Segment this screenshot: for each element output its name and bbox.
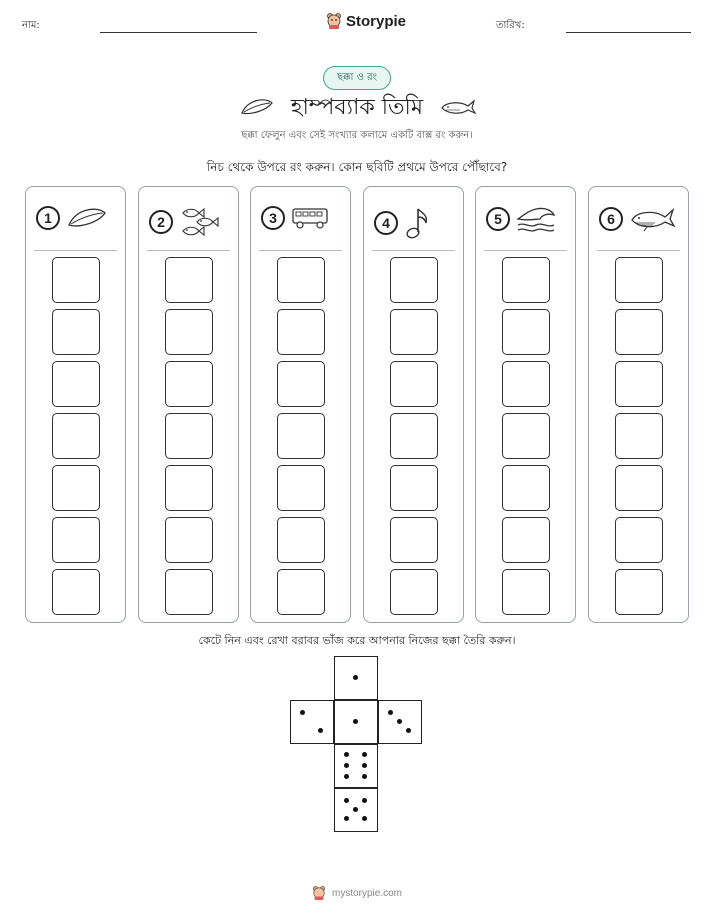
color-box[interactable] xyxy=(165,257,213,303)
column-4 xyxy=(363,186,464,623)
color-box[interactable] xyxy=(277,309,325,355)
fish-school-icon xyxy=(179,205,221,239)
color-box[interactable] xyxy=(52,465,100,511)
leaf-icon xyxy=(66,205,108,231)
color-box[interactable] xyxy=(52,309,100,355)
bear-icon xyxy=(312,885,326,901)
color-box[interactable] xyxy=(615,257,663,303)
color-box[interactable] xyxy=(390,569,438,615)
column-1 xyxy=(25,186,126,623)
color-box[interactable] xyxy=(277,517,325,563)
column-number: 1 xyxy=(36,206,60,230)
color-box[interactable] xyxy=(502,569,550,615)
dice-face xyxy=(290,700,334,744)
dice-face xyxy=(334,700,378,744)
column-divider xyxy=(597,250,680,251)
column-divider xyxy=(259,250,342,251)
bus-icon xyxy=(291,205,331,231)
color-box[interactable] xyxy=(52,517,100,563)
subtitle: ছক্কা ফেলুন এবং সেই সংখ্যার কলামে একটি বাক্স রং করুন। xyxy=(241,130,473,141)
dice-pip xyxy=(362,816,367,821)
color-box[interactable] xyxy=(277,413,325,459)
column-5 xyxy=(475,186,576,623)
color-box[interactable] xyxy=(277,361,325,407)
column-2 xyxy=(138,186,239,623)
dice-pip xyxy=(353,719,358,724)
column-number: 2 xyxy=(149,210,173,234)
music-note-icon xyxy=(404,205,434,241)
color-box[interactable] xyxy=(615,413,663,459)
bear-icon xyxy=(326,12,342,30)
color-box[interactable] xyxy=(52,569,100,615)
dice-pip xyxy=(344,774,349,779)
dice-pip xyxy=(344,816,349,821)
dice-pip xyxy=(388,710,393,715)
color-box[interactable] xyxy=(165,309,213,355)
color-box[interactable] xyxy=(52,257,100,303)
page-title: হাম্পব্যাক তিমি xyxy=(290,95,424,120)
color-box[interactable] xyxy=(615,569,663,615)
dice-pip xyxy=(344,763,349,768)
dice-face xyxy=(334,656,378,700)
color-box[interactable] xyxy=(390,413,438,459)
color-box[interactable] xyxy=(615,517,663,563)
dice-pip xyxy=(353,807,358,812)
color-box[interactable] xyxy=(277,257,325,303)
wave-icon xyxy=(516,205,556,233)
storypie-logo xyxy=(326,12,406,30)
color-box[interactable] xyxy=(165,361,213,407)
footer-url: mystorypie.com xyxy=(331,887,402,899)
color-box[interactable] xyxy=(390,517,438,563)
dice-pip xyxy=(344,752,349,757)
dice-pip xyxy=(362,774,367,779)
dice-pip xyxy=(300,710,305,715)
dice-pip xyxy=(362,752,367,757)
column-divider xyxy=(484,250,567,251)
column-number: 4 xyxy=(374,211,398,235)
color-box[interactable] xyxy=(390,465,438,511)
dice-face xyxy=(334,744,378,788)
dice-face xyxy=(334,788,378,832)
dice-pip xyxy=(362,763,367,768)
color-box[interactable] xyxy=(165,465,213,511)
color-box[interactable] xyxy=(502,517,550,563)
dice-face xyxy=(378,700,422,744)
dice-pip xyxy=(344,798,349,803)
color-box[interactable] xyxy=(390,309,438,355)
color-box[interactable] xyxy=(502,361,550,407)
color-box[interactable] xyxy=(277,569,325,615)
whale-icon xyxy=(440,96,476,118)
activity-badge: ছক্কা ও রং xyxy=(323,66,391,90)
column-number: 3 xyxy=(261,206,285,230)
color-box[interactable] xyxy=(502,257,550,303)
date-line[interactable] xyxy=(566,32,691,33)
column-6 xyxy=(588,186,689,623)
cutout-instruction: কেটে নিন এবং রেখা বরাবর ভাঁজ করে আপনার নিজের ছক্কা তৈরি করুন। xyxy=(198,634,516,647)
date-label: তারিখ: xyxy=(496,20,525,31)
color-box[interactable] xyxy=(165,569,213,615)
color-box[interactable] xyxy=(615,309,663,355)
column-number: 6 xyxy=(599,207,623,231)
name-label: নাম: xyxy=(22,20,40,31)
color-box[interactable] xyxy=(615,361,663,407)
dice-pip xyxy=(406,728,411,733)
color-box[interactable] xyxy=(390,257,438,303)
instruction: নিচ থেকে উপরে রং করুন। কোন ছবিটি প্রথমে উপরে পৌঁছাবে? xyxy=(206,160,508,174)
footer xyxy=(0,885,714,901)
color-box[interactable] xyxy=(165,413,213,459)
dice-pip xyxy=(318,728,323,733)
color-box[interactable] xyxy=(390,361,438,407)
column-divider xyxy=(147,250,230,251)
color-box[interactable] xyxy=(52,413,100,459)
column-3 xyxy=(250,186,351,623)
whale-icon xyxy=(629,205,675,233)
color-box[interactable] xyxy=(502,309,550,355)
color-box[interactable] xyxy=(502,413,550,459)
color-box[interactable] xyxy=(502,465,550,511)
color-box[interactable] xyxy=(52,361,100,407)
color-box[interactable] xyxy=(615,465,663,511)
dice-pip xyxy=(397,719,402,724)
column-number: 5 xyxy=(486,207,510,231)
color-box[interactable] xyxy=(165,517,213,563)
color-box[interactable] xyxy=(277,465,325,511)
brand-name: Storypie xyxy=(346,12,407,30)
column-divider xyxy=(34,250,117,251)
dice-pip xyxy=(353,675,358,680)
name-line[interactable] xyxy=(100,32,257,33)
dice-pip xyxy=(362,798,367,803)
column-divider xyxy=(372,250,455,251)
